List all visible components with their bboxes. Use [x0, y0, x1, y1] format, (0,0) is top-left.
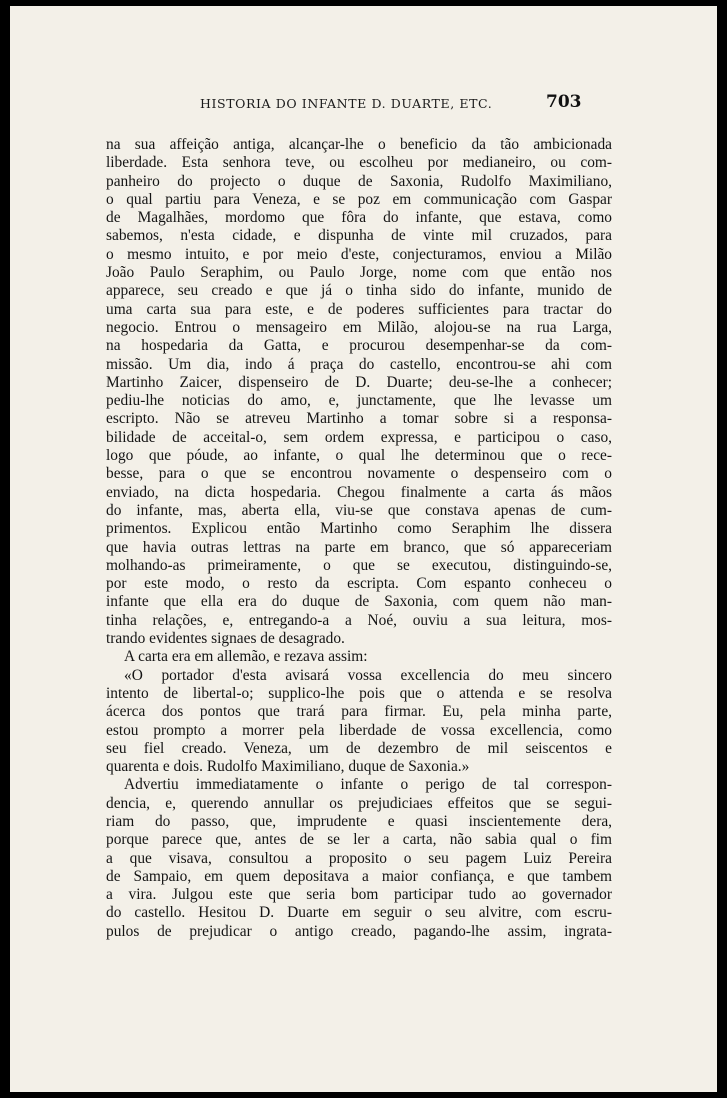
text-line: enviado, na dicta hospedaria. Chegou finalmente a carta ás mãos [106, 483, 612, 501]
text-line: a que visava, consultou a proposito o seu pagem Luiz Pereira [106, 849, 612, 867]
text-line: do infante, mas, aberta ella, viu-se que constava apenas de cum- [106, 501, 612, 519]
text-line: que havia outras lettras na parte em branco, que só appareceriam [106, 538, 612, 556]
quote-line: quarenta e dois. Rudolfo Maximiliano, duque de Saxonia.» [106, 758, 470, 776]
text-line: liberdade. Esta senhora teve, ou escolheu por medianeiro, ou com- [106, 154, 612, 172]
quote-line: intento de libertal-o; supplico-lhe pois que o attenda e se resolva [106, 684, 612, 702]
text-line: negocio. Entrou o mensageiro em Milão, alojou-se na rua Larga, [106, 318, 612, 336]
text-line: dencia, e, querendo annullar os prejudiciaes effeitos que se segui- [106, 794, 612, 812]
text-line: de Sampaio, em quem depositava a maior confiança, e que tambem [106, 867, 612, 885]
running-title: HISTORIA DO INFANTE D. DUARTE, ETC. [200, 96, 493, 111]
text-line: escripto. Não se atreveu Martinho a tomar sobre si a responsa- [106, 410, 612, 428]
text-line: primentos. Explicou então Martinho como Seraphim lhe dissera [106, 520, 612, 538]
text-line: Advertiu immediatamente o infante o perigo de tal correspon- [124, 776, 612, 794]
text-line: sabemos, n'esta cidade, e dispunha de vinte mil cruzados, para [106, 227, 612, 245]
page-number: 703 [546, 92, 582, 112]
book-page [10, 6, 717, 1092]
text-line: porque parece que, antes de se ler a carta, não sabia qual o fim [106, 831, 612, 849]
quote-line: estou prompto a morrer pela liberdade de vossa excellencia, como [106, 721, 612, 739]
text-line: pediu-lhe noticias do amo, e, junctamente, que lhe levasse um [106, 392, 612, 410]
text-line: infante que ella era do duque de Saxonia, com quem não man- [106, 593, 612, 611]
text-line: de Magalhães, mordomo que fôra do infante, que estava, como [106, 209, 612, 227]
text-line: na sua affeição antiga, alcançar-lhe o beneficio da tão ambicionada [106, 136, 612, 153]
quote-line: «O portador d'esta avisará vossa excellencia do meu sincero [124, 666, 612, 684]
body-text [106, 136, 612, 941]
text-line: a vira. Julgou este que seria bom participar tudo ao governador [106, 886, 612, 904]
text-line: apparece, seu creado e que já o tinha sido do infante, munido de [106, 282, 612, 300]
text-line: na hospedaria da Gatta, e procurou desempenhar-se da com- [106, 337, 612, 355]
text-line: riam do passo, que, imprudente e quasi inscientemente dera, [106, 812, 612, 830]
text-line: João Paulo Seraphim, ou Paulo Jorge, nome com que então nos [106, 264, 612, 282]
text-line: trando evidentes signaes de desagrado. [106, 630, 345, 648]
text-line: molhando-as primeiramente, o que se executou, distinguindo-se, [106, 556, 612, 574]
page-header [10, 92, 717, 120]
text-line: logo que póude, ao infante, o qual lhe determinou que o rece- [106, 447, 612, 465]
quote-line: seu fiel creado. Veneza, um de dezembro de mil seiscentos e [106, 739, 612, 757]
text-line: panheiro do projecto o duque de Saxonia, Rudolfo Maximiliano, [106, 172, 612, 190]
text-line: o mesmo intuito, e por meio d'este, conjecturamos, enviou a Milão [106, 245, 612, 263]
text-line: por este modo, o resto da escripta. Com espanto conheceu o [106, 575, 612, 593]
text-line: uma carta sua para este, e de poderes sufficientes para tractar do [106, 300, 612, 318]
text-line: o qual partiu para Veneza, e se poz em communicação com Gaspar [106, 190, 612, 208]
text-line: bilidade de acceital-o, sem ordem expressa, e participou o caso, [106, 428, 612, 446]
text-line: do castello. Hesitou D. Duarte em seguir o seu alvitre, com escru- [106, 904, 612, 922]
text-line: besse, para o que se encontrou novamente o despenseiro com o [106, 465, 612, 483]
text-line: Martinho Zaicer, dispenseiro de D. Duarte; deu-se-lhe a conhecer; [106, 373, 612, 391]
quote-line: ácerca dos pontos que trará para firmar. Eu, pela minha parte, [106, 703, 612, 721]
text-line: tinha relações, e, entregando-a a Noé, ouviu a sua leitura, mos- [106, 611, 612, 629]
text-line: A carta era em allemão, e rezava assim: [124, 648, 368, 666]
text-line: missão. Um dia, indo á praça do castello, encontrou-se ahi com [106, 355, 612, 373]
text-line: pulos de prejudicar o antigo creado, pagando-lhe assim, ingrata- [106, 922, 612, 940]
